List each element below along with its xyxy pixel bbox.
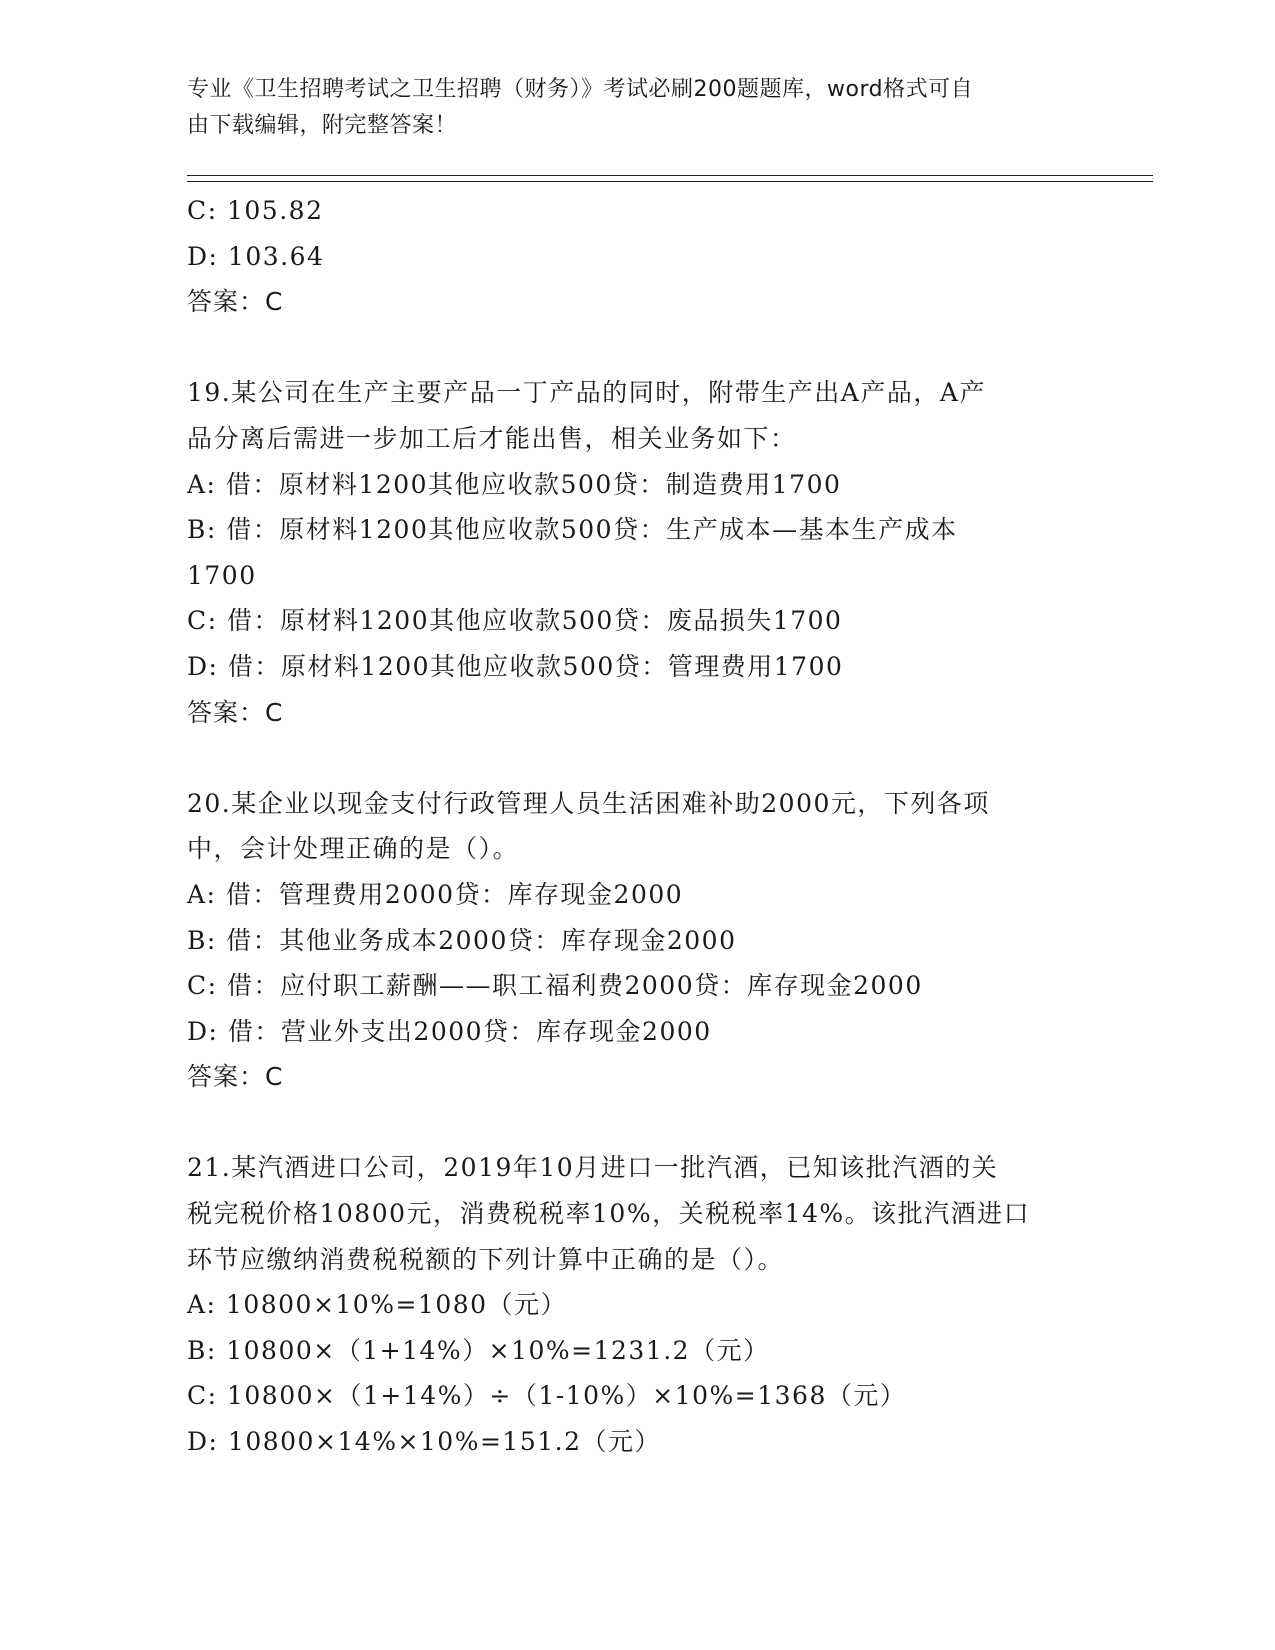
question-stem-line: 税完税价格10800元，消费税税率10%，关税税率14%。该批汽酒进口 [187,1199,1031,1229]
document-body [187,188,1087,1465]
page-header [187,72,1067,144]
option-c: C: 借：应付职工薪酬——职工福利费2000贷：库存现金2000 [187,971,923,1001]
question-stem-line: 品分离后需进一步加工后才能出售，相关业务如下： [187,423,797,453]
question-21 [187,1145,1087,1464]
question-stem-line: 19.某公司在生产主要产品一丁产品的同时，附带生产出A产品，A产 [187,378,986,408]
question-18-tail [187,188,1087,325]
header-divider-top [187,175,1153,176]
answer-line: 答案：C [187,697,284,727]
spacer [187,1100,1087,1146]
question-stem-line: 环节应缴纳消费税税额的下列计算中正确的是（）。 [187,1244,785,1274]
question-stem-line: 中，会计处理正确的是（）。 [187,834,520,864]
option-b-continued: 1700 [187,560,257,590]
header-line-2: 由下载编辑，附完整答案！ [187,113,458,138]
header-line-1: 专业《卫生招聘考试之卫生招聘（财务）》考试必刷200题题库，word格式可自 [187,77,974,102]
option-c: C: 借：原材料1200其他应收款500贷：废品损失1700 [187,606,843,636]
header-divider-bottom [187,181,1153,182]
option-d: D: 10800×14%×10%=151.2（元） [187,1427,661,1457]
option-d: D: 借：营业外支出2000贷：库存现金2000 [187,1016,712,1046]
option-c: C: 10800×（1+14%）÷（1-10%）×10%=1368（元） [187,1381,907,1411]
option-d: D: 103.64 [187,241,325,271]
question-19 [187,370,1087,735]
option-a: A: 借：原材料1200其他应收款500贷：制造费用1700 [187,469,842,499]
question-stem-line: 20.某企业以现金支付行政管理人员生活困难补助2000元，下列各项 [187,788,990,818]
option-a: A: 借：管理费用2000贷：库存现金2000 [187,879,684,909]
question-20 [187,781,1087,1100]
option-b: B: 借：其他业务成本2000贷：库存现金2000 [187,925,737,955]
answer-line: 答案：C [187,1062,284,1092]
option-d: D: 借：原材料1200其他应收款500贷：管理费用1700 [187,651,844,681]
answer-line: 答案：C [187,287,284,317]
spacer [187,735,1087,781]
option-c: C: 105.82 [187,196,324,225]
option-a: A: 10800×10%=1080（元） [187,1290,568,1320]
question-stem-line: 21.某汽酒进口公司，2019年10月进口一批汽酒，已知该批汽酒的关 [187,1153,999,1183]
option-b: B: 10800×（1+14%）×10%=1231.2（元） [187,1335,770,1365]
spacer [187,325,1087,371]
option-b: B: 借：原材料1200其他应收款500贷：生产成本—基本生产成本 [187,515,958,545]
